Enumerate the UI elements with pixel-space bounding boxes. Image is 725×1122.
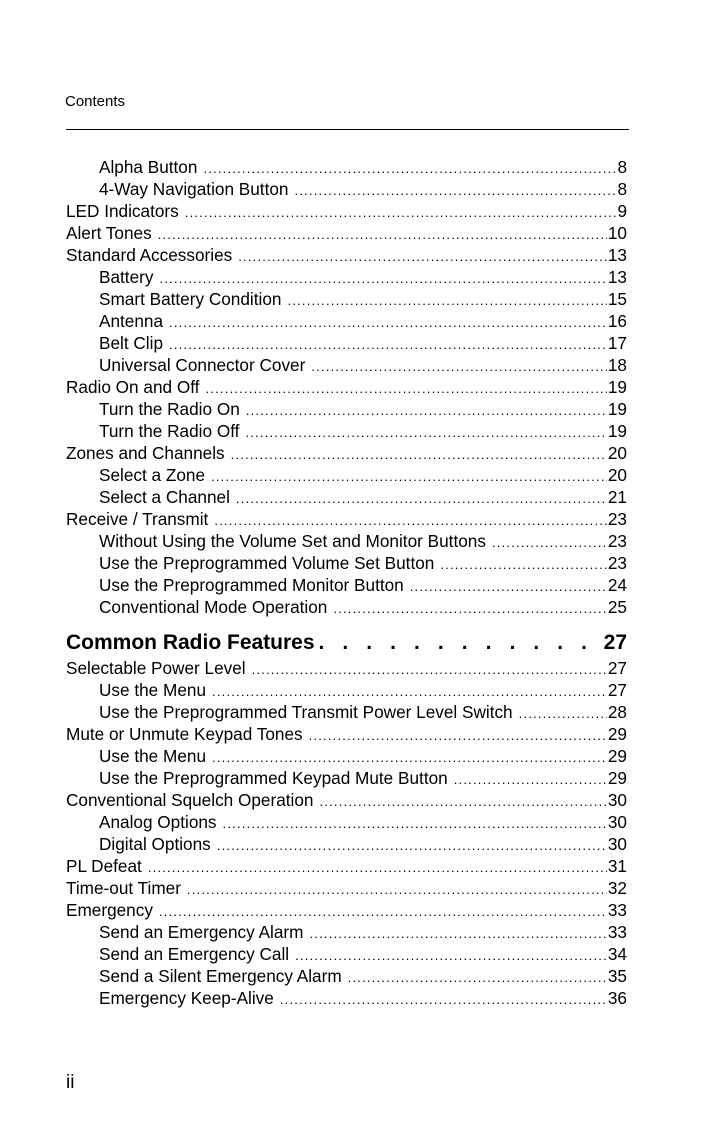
toc-entry-page: 20 [607, 465, 627, 485]
toc-entry-label: Without Using the Volume Set and Monitor Buttons [99, 531, 486, 551]
toc-leader-dots [492, 532, 607, 554]
toc-entry-label: Belt Clip [99, 333, 163, 353]
toc-leader-dots [236, 488, 607, 510]
toc-entry[interactable] [66, 310, 627, 332]
toc-leader-dots [410, 576, 607, 598]
toc-entry-label: Antenna [99, 311, 164, 331]
toc-leader-dots [246, 400, 607, 422]
toc-entry-label: Conventional Mode Operation [99, 597, 328, 617]
toc-entry[interactable] [66, 877, 627, 899]
toc-entry-page: 27 [607, 680, 627, 700]
toc-leader-dots [440, 554, 607, 576]
toc-leader-dots [238, 246, 607, 268]
toc-leader-dots [159, 901, 607, 923]
toc-entry-page: 15 [607, 289, 627, 309]
toc-entry-label: Receive / Transmit [66, 509, 209, 529]
toc-entry[interactable] [66, 552, 627, 574]
toc-entry-label: Turn the Radio Off [99, 421, 240, 441]
toc-entry[interactable] [66, 679, 627, 701]
toc-entry[interactable] [66, 332, 627, 354]
toc-entry-page: 33 [607, 922, 627, 942]
toc-entry-page: 13 [607, 267, 627, 287]
toc-entry-label: Radio On and Off [66, 377, 200, 397]
toc-entry[interactable] [66, 376, 627, 398]
toc-entry-label: 4-Way Navigation Button [99, 179, 289, 199]
toc-entry-label: Turn the Radio On [99, 399, 240, 419]
toc-entry[interactable] [66, 244, 627, 266]
toc-entry-label: Use the Preprogrammed Monitor Button [99, 575, 404, 595]
toc-entry[interactable] [66, 789, 627, 811]
toc-leader-dots [211, 466, 607, 488]
toc-entry[interactable] [66, 354, 627, 376]
toc-entry-page: 17 [607, 333, 627, 353]
toc-entry-label: Battery [99, 267, 154, 287]
toc-entry-page: 33 [607, 900, 627, 920]
toc-entry-page: 13 [607, 245, 627, 265]
toc-entry-page: 31 [607, 856, 627, 876]
toc-leader-dots [519, 703, 607, 725]
toc-leader-dots [214, 510, 607, 532]
toc-group-part1 [66, 156, 627, 618]
toc-entry-page: 23 [607, 553, 627, 573]
toc-entry-label: Use the Preprogrammed Volume Set Button [99, 553, 435, 573]
toc-entry-label: Alert Tones [66, 223, 152, 243]
toc-leader-dots [319, 629, 594, 657]
toc-leader-dots [223, 813, 607, 835]
toc-entry-label: Send a Silent Emergency Alarm [99, 966, 342, 986]
toc-entry[interactable] [66, 987, 627, 1009]
toc-entry[interactable] [66, 701, 627, 723]
toc-entry-page: 10 [607, 223, 627, 243]
toc-leader-dots [169, 312, 607, 334]
toc-entry[interactable] [66, 745, 627, 767]
toc-leader-dots [280, 989, 607, 1011]
toc-leader-dots [333, 598, 607, 620]
toc-entry-page: 36 [607, 988, 627, 1008]
toc-entry-page: 30 [607, 812, 627, 832]
toc-leader-dots [311, 356, 607, 378]
toc-entry[interactable] [66, 464, 627, 486]
toc-entry[interactable] [66, 508, 627, 530]
toc-entry-page: 20 [607, 443, 627, 463]
toc-leader-dots [245, 422, 606, 444]
toc-entry[interactable] [66, 266, 627, 288]
toc-entry-page: 34 [607, 944, 627, 964]
toc-entry-label: Use the Menu [99, 680, 207, 700]
toc-leader-dots [212, 747, 607, 769]
toc-leader-dots [348, 967, 607, 989]
toc-leader-dots [287, 290, 606, 312]
toc-leader-dots [159, 268, 606, 290]
toc-entry[interactable] [66, 657, 627, 679]
toc-entry-label: PL Defeat [66, 856, 142, 876]
toc-entry[interactable] [66, 530, 627, 552]
toc-entry-page: 8 [617, 157, 627, 177]
toc-entry-label: Use the Preprogrammed Keypad Mute Button [99, 768, 448, 788]
toc-entry-label: Alpha Button [99, 157, 198, 177]
toc-entry[interactable] [66, 855, 627, 877]
toc-leader-dots [148, 857, 607, 879]
toc-entry-label: Zones and Channels [66, 443, 225, 463]
toc-leader-dots [185, 202, 617, 224]
toc-entry-page: 19 [607, 421, 627, 441]
toc-entry-page: 18 [607, 355, 627, 375]
toc-entry-page: 23 [607, 509, 627, 529]
toc-entry[interactable] [66, 222, 627, 244]
toc-leader-dots [319, 791, 606, 813]
toc-leader-dots [252, 659, 607, 681]
toc-leader-dots [231, 444, 607, 466]
toc-section-heading[interactable] [66, 629, 627, 657]
toc-leader-dots [309, 725, 607, 747]
toc-leader-dots [187, 879, 607, 901]
toc-entry-label: Time-out Timer [66, 878, 181, 898]
toc-entry[interactable] [66, 156, 627, 178]
toc-section-label: Common Radio Features [66, 631, 315, 654]
toc-entry-label: Emergency Keep-Alive [99, 988, 274, 1008]
toc-entry[interactable] [66, 574, 627, 596]
toc-entry-label: Select a Zone [99, 465, 206, 485]
toc-leader-dots [454, 769, 607, 791]
toc-entry-page: 27 [607, 658, 627, 678]
toc-entry-page: 29 [607, 746, 627, 766]
toc-entry[interactable] [66, 596, 627, 618]
toc-entry-label: Standard Accessories [66, 245, 233, 265]
toc-entry-page: 29 [607, 724, 627, 744]
toc-entry-label: Send an Emergency Alarm [99, 922, 304, 942]
toc-leader-dots [169, 334, 607, 356]
toc-leader-dots [294, 180, 616, 202]
toc-entry-page: 35 [607, 966, 627, 986]
toc-entry-label: Use the Menu [99, 746, 207, 766]
toc-leader-dots [205, 378, 606, 400]
page-number: ii [66, 1072, 75, 1093]
toc-entry[interactable] [66, 442, 627, 464]
toc-entry[interactable] [66, 200, 627, 222]
header-divider [66, 129, 629, 130]
toc-entry-page: 30 [607, 834, 627, 854]
toc-leader-dots [212, 681, 607, 703]
toc-entry-page: 9 [617, 201, 627, 221]
toc-entry-label: Selectable Power Level [66, 658, 246, 678]
toc-entry-label: LED Indicators [66, 201, 179, 221]
toc-entry[interactable] [66, 420, 627, 442]
toc-entry-page: 25 [607, 597, 627, 617]
toc-entry-label: Digital Options [99, 834, 211, 854]
toc-leader-dots [203, 158, 616, 180]
toc-entry-label: Select a Channel [99, 487, 230, 507]
toc-entry[interactable] [66, 723, 627, 745]
toc-entry-label: Conventional Squelch Operation [66, 790, 314, 810]
toc-leader-dots [158, 224, 607, 246]
toc-entry-label: Smart Battery Condition [99, 289, 282, 309]
toc-entry-label: Analog Options [99, 812, 217, 832]
toc-entry[interactable] [66, 943, 627, 965]
toc-leader-dots [309, 923, 606, 945]
toc-leader-dots [295, 945, 607, 967]
toc-entry-page: 24 [607, 575, 627, 595]
toc-entry-label: Emergency [66, 900, 153, 920]
toc-entry-page: 23 [607, 531, 627, 551]
toc-entry-page: 30 [607, 790, 627, 810]
toc-entry[interactable] [66, 398, 627, 420]
toc-entry-label: Send an Emergency Call [99, 944, 290, 964]
toc-entry-page: 19 [607, 377, 627, 397]
toc-entry-page: 32 [607, 878, 627, 898]
toc-entry[interactable] [66, 833, 627, 855]
toc-entry-page: 29 [607, 768, 627, 788]
toc-entry[interactable] [66, 486, 627, 508]
toc-entry[interactable] [66, 178, 627, 200]
toc-entry[interactable] [66, 811, 627, 833]
toc-section-page: 27 [603, 631, 627, 654]
toc-leader-dots [217, 835, 607, 857]
toc-entry-label: Mute or Unmute Keypad Tones [66, 724, 303, 744]
toc-group-part2 [66, 657, 627, 1009]
toc-entry[interactable] [66, 767, 627, 789]
toc-entry-label: Universal Connector Cover [99, 355, 306, 375]
toc-entry[interactable] [66, 899, 627, 921]
toc-entry-page: 16 [607, 311, 627, 331]
toc-entry-page: 19 [607, 399, 627, 419]
toc-entry-page: 21 [607, 487, 627, 507]
toc-entry[interactable] [66, 921, 627, 943]
toc-entry[interactable] [66, 288, 627, 310]
toc-entry-page: 28 [607, 702, 627, 722]
toc-entry-label: Use the Preprogrammed Transmit Power Level Switch [99, 702, 513, 722]
toc-entry-page: 8 [617, 179, 627, 199]
table-of-contents [66, 156, 627, 1009]
running-header: Contents [65, 93, 126, 110]
toc-entry[interactable] [66, 965, 627, 987]
